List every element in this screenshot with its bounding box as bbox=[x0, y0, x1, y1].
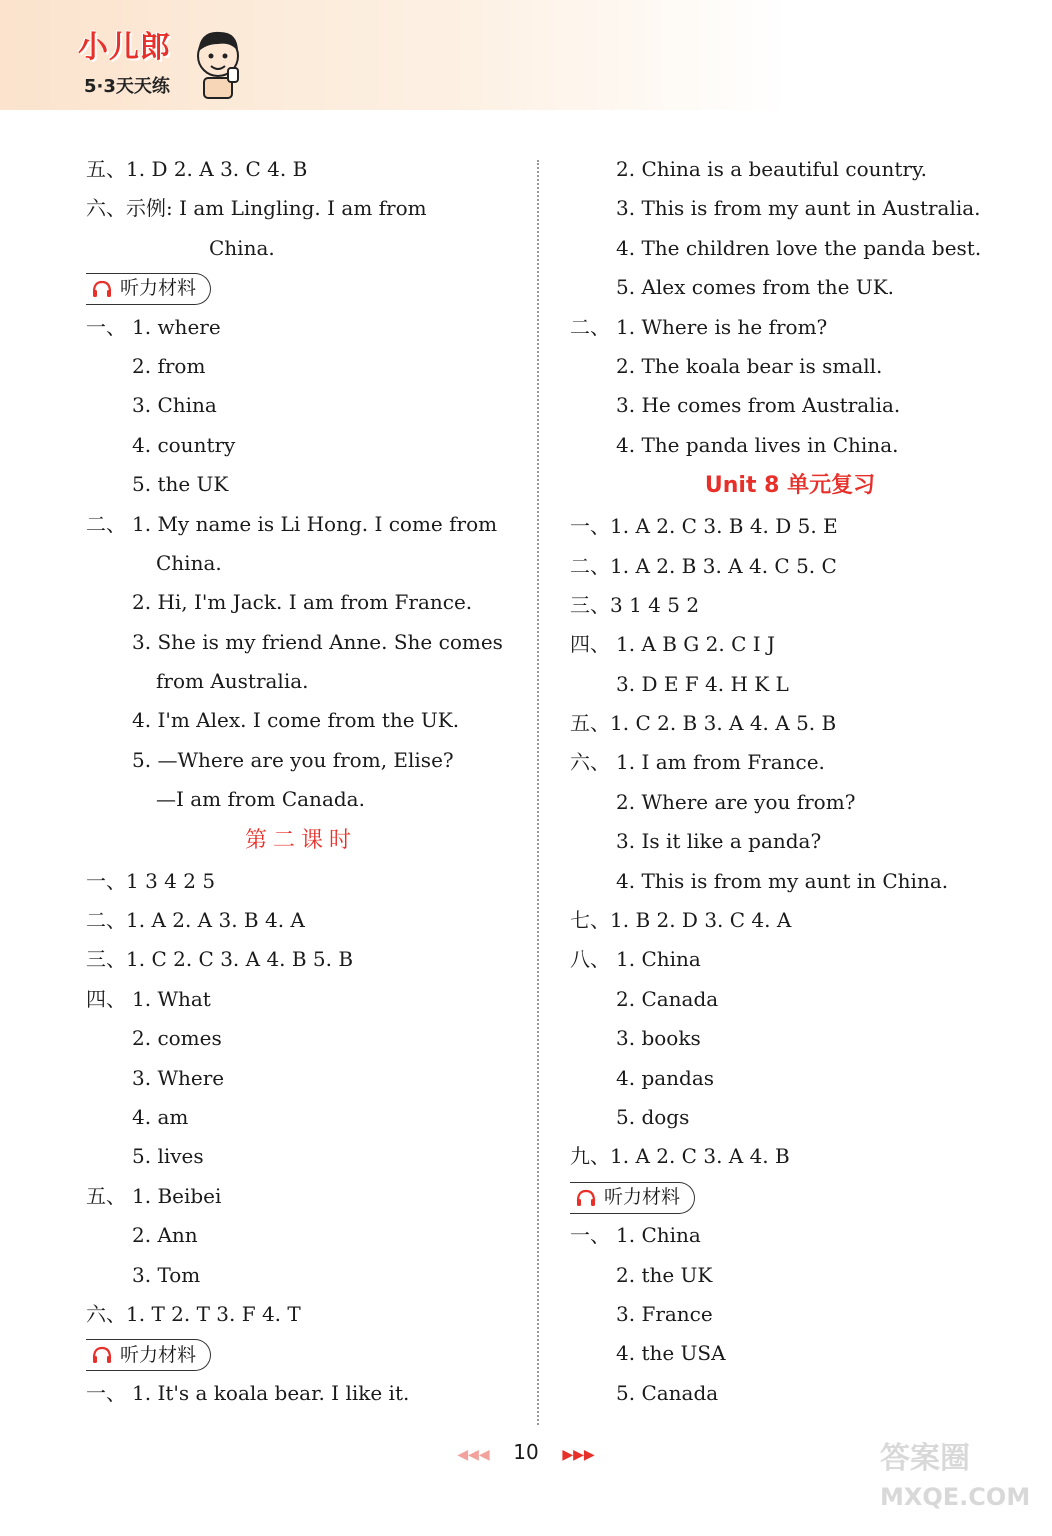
answer-line bbox=[86, 1177, 516, 1216]
answer-line bbox=[86, 505, 516, 544]
answer-line: 七、1. B 2. D 3. C 4. A bbox=[570, 908, 792, 933]
answer-line: 5. dogs bbox=[616, 1104, 690, 1129]
unit-title: Unit 8 单元复习 bbox=[704, 473, 876, 499]
answer-line: 4. The children love the panda best. bbox=[616, 235, 982, 260]
answer-line: 九、1. A 2. C 3. A 4. B bbox=[570, 1144, 790, 1169]
answer-line bbox=[86, 1374, 516, 1413]
answer-line bbox=[570, 625, 1010, 664]
answer-line: 五、1. C 2. B 3. A 4. A 5. B bbox=[570, 711, 837, 736]
answer-line bbox=[86, 308, 516, 347]
answer-line bbox=[570, 1216, 1010, 1255]
tag-label: 听力材料 bbox=[120, 277, 197, 300]
answer-line: China. bbox=[209, 235, 275, 260]
headphones-icon bbox=[576, 1189, 596, 1207]
left-column bbox=[86, 150, 516, 1413]
answer-line: 六、示例: I am Lingling. I am from bbox=[86, 196, 427, 221]
right-column bbox=[570, 150, 1010, 1413]
answer-line: 2. from bbox=[132, 353, 206, 378]
answer-line bbox=[570, 940, 1010, 979]
answer-line: 4. the USA bbox=[616, 1341, 726, 1366]
answer-line: 4. am bbox=[132, 1104, 189, 1129]
watermark-bottom: MXQE.COM bbox=[880, 1483, 1031, 1511]
watermark-top: 答案圈 bbox=[880, 1441, 970, 1476]
right-arrows-icon: ▶▶▶ bbox=[562, 1447, 595, 1463]
listening-material-tag bbox=[86, 273, 211, 305]
item-number: 八、 bbox=[570, 947, 610, 972]
item-number: 四、 bbox=[86, 986, 126, 1011]
answer-line: —I am from Canada. bbox=[156, 787, 365, 812]
answer-line: 5. lives bbox=[132, 1144, 204, 1169]
answer-text: 1. A B G 2. C I J bbox=[616, 632, 776, 657]
answer-text: 1. China bbox=[616, 1223, 701, 1248]
answer-line: 六、1. T 2. T 3. F 4. T bbox=[86, 1301, 301, 1326]
tag-label: 听力材料 bbox=[604, 1186, 681, 1209]
answer-line: 5. the UK bbox=[132, 472, 229, 497]
item-number: 一、 bbox=[86, 314, 126, 339]
answer-line: 4. I'm Alex. I come from the UK. bbox=[132, 708, 460, 733]
answer-line: 三、1. C 2. C 3. A 4. B 5. B bbox=[86, 947, 354, 972]
answer-line: 3. He comes from Australia. bbox=[616, 393, 901, 418]
item-number: 四、 bbox=[570, 632, 610, 657]
answer-line: 4. This is from my aunt in China. bbox=[616, 868, 949, 893]
answer-line: 4. country bbox=[132, 432, 236, 457]
answer-line: 一、1. A 2. C 3. B 4. D 5. E bbox=[570, 514, 838, 539]
answer-line: 三、3 1 4 5 2 bbox=[570, 592, 700, 617]
listening-tag-row bbox=[86, 1334, 516, 1373]
answer-line: 2. Canada bbox=[616, 986, 719, 1011]
page-number: 10 bbox=[513, 1440, 539, 1464]
answer-text: 1. My name is Li Hong. I come from bbox=[132, 511, 498, 536]
item-number: 一、 bbox=[86, 1380, 126, 1405]
answer-line: 5. Alex comes from the UK. bbox=[616, 275, 895, 300]
logo-title: 小儿郎 bbox=[78, 30, 171, 65]
item-number: 二、 bbox=[86, 511, 126, 536]
answer-line: 2. comes bbox=[132, 1026, 222, 1051]
answer-line: 五、1. D 2. A 3. C 4. B bbox=[86, 157, 308, 181]
answer-line: 2. China is a beautiful country. bbox=[616, 157, 927, 181]
answer-line: 3. This is from my aunt in Australia. bbox=[616, 196, 981, 221]
answer-line: 4. pandas bbox=[616, 1065, 715, 1090]
answer-text: 1. Beibei bbox=[132, 1183, 222, 1208]
answer-line: 一、1 3 4 2 5 bbox=[86, 868, 216, 893]
answer-line bbox=[570, 308, 1010, 347]
headphones-icon bbox=[92, 280, 112, 298]
answer-text: 1. Where is he from? bbox=[616, 314, 828, 339]
listening-material-tag bbox=[86, 1339, 211, 1371]
listening-material-tag bbox=[570, 1182, 695, 1214]
answer-line bbox=[86, 980, 516, 1019]
logo-subtitle: 5·3天天练 bbox=[84, 76, 170, 97]
answer-text: 1. It's a koala bear. I like it. bbox=[132, 1380, 410, 1405]
answer-text: 1. where bbox=[132, 314, 221, 339]
answer-line: 5. —Where are you from, Elise? bbox=[132, 747, 454, 772]
answer-line: 二、1. A 2. A 3. B 4. A bbox=[86, 908, 305, 933]
answer-line: 3. Is it like a panda? bbox=[616, 829, 822, 854]
site-watermark bbox=[880, 1440, 1030, 1516]
answer-line: 3. She is my friend Anne. She comes bbox=[132, 629, 503, 654]
answer-line: 3. Where bbox=[132, 1065, 225, 1090]
listening-tag-row bbox=[86, 268, 516, 307]
answer-line: 3. books bbox=[616, 1026, 701, 1051]
answer-line: from Australia. bbox=[156, 669, 309, 694]
answer-line: 2. the UK bbox=[616, 1262, 713, 1287]
answer-line: 3. China bbox=[132, 393, 217, 418]
answer-line: 2. Hi, I'm Jack. I am from France. bbox=[132, 590, 473, 615]
tag-label: 听力材料 bbox=[120, 1343, 197, 1366]
answer-line: 5. Canada bbox=[616, 1380, 719, 1405]
answer-line: 3. D E F 4. H K L bbox=[616, 671, 789, 696]
answer-line: 3. Tom bbox=[132, 1262, 201, 1287]
answer-line: 3. France bbox=[616, 1301, 713, 1326]
answer-line bbox=[570, 743, 1010, 782]
left-arrows-icon: ◀◀◀ bbox=[457, 1447, 490, 1463]
answer-text: 1. China bbox=[616, 947, 701, 972]
brand-logo bbox=[78, 22, 258, 102]
item-number: 二、 bbox=[570, 314, 610, 339]
answer-line: 2. The koala bear is small. bbox=[616, 353, 883, 378]
answer-line: 二、1. A 2. B 3. A 4. C 5. C bbox=[570, 553, 837, 578]
section-title: 第二课时 bbox=[244, 827, 357, 853]
boy-mascot-icon bbox=[188, 24, 248, 102]
headphones-icon bbox=[92, 1346, 112, 1364]
item-number: 六、 bbox=[570, 750, 610, 775]
answer-line: China. bbox=[156, 550, 222, 575]
listening-tag-row bbox=[570, 1177, 1010, 1216]
answer-line: 2. Where are you from? bbox=[616, 789, 856, 814]
item-number: 一、 bbox=[570, 1223, 610, 1248]
answer-text: 1. What bbox=[132, 986, 211, 1011]
answer-text: 1. I am from France. bbox=[616, 750, 825, 775]
answer-line: 4. The panda lives in China. bbox=[616, 432, 899, 457]
item-number: 五、 bbox=[86, 1183, 126, 1208]
column-divider bbox=[537, 160, 539, 1425]
answer-line: 2. Ann bbox=[132, 1223, 198, 1248]
